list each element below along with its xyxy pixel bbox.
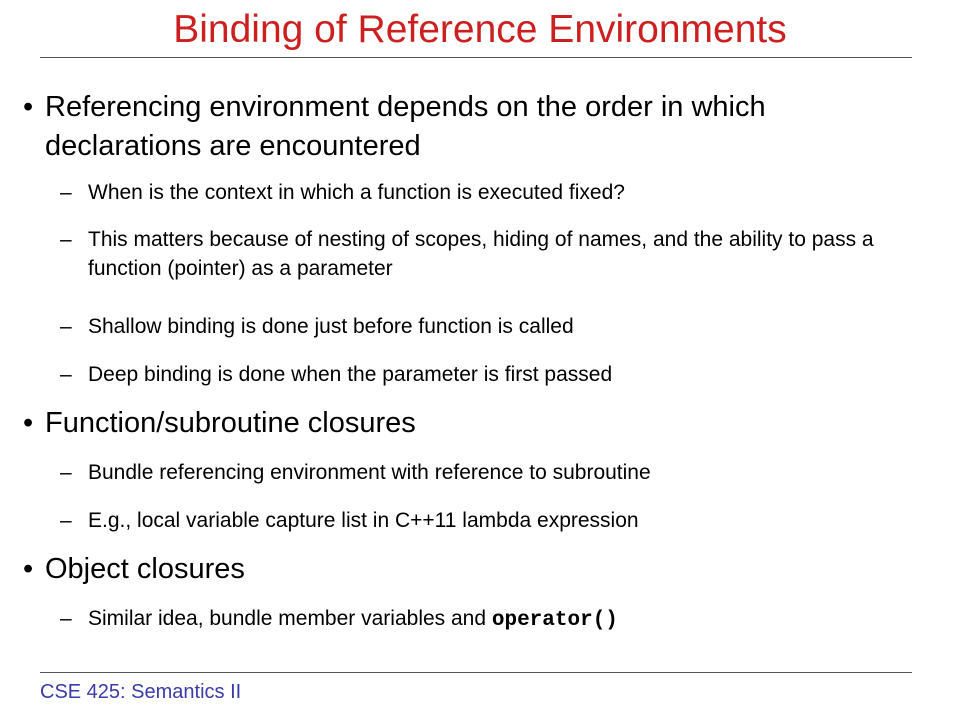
sub-item	[60, 604, 948, 635]
bullet-text: Object closures	[45, 553, 245, 585]
sub-item-text: E.g., local variable capture list in C++11 lambda expression	[88, 509, 639, 532]
bullet-mark: •	[23, 553, 34, 585]
dash-mark: –	[60, 363, 72, 386]
bullet-mark: •	[23, 91, 34, 123]
dash-mark: –	[60, 509, 72, 532]
bullet-item	[23, 88, 915, 166]
footer-course-label: CSE 425: Semantics II	[40, 681, 242, 703]
dash-mark: –	[60, 181, 72, 204]
bullet-text: Function/subroutine closures	[45, 407, 416, 439]
dash-mark: –	[60, 228, 72, 251]
sub-item-text: When is the context in which a function is executed fixed?	[88, 181, 625, 204]
dash-mark: –	[60, 315, 72, 338]
sub-item	[60, 360, 948, 389]
bullet-mark: •	[23, 407, 34, 439]
bullet-text: Referencing environment depends on the order in which declarations are encountered	[45, 91, 766, 162]
sub-item-text: Shallow binding is done just before function is called	[88, 315, 574, 338]
dash-mark: –	[60, 461, 72, 484]
sub-item	[60, 312, 948, 341]
sub-item-text: Similar idea, bundle member variables and	[88, 607, 492, 630]
sub-item-text: This matters because of nesting of scopes, hiding of names, and the ability to pass a function (pointer) as a parameter	[88, 228, 874, 280]
sub-item	[60, 225, 948, 283]
sub-item-text: Bundle referencing environment with reference to subroutine	[88, 461, 651, 484]
bullet-item	[23, 550, 915, 589]
footer-divider	[40, 672, 912, 673]
code-operator-call: operator()	[491, 609, 618, 632]
sub-item	[60, 506, 948, 535]
sub-item-text: Deep binding is done when the parameter is first passed	[88, 363, 613, 386]
dash-mark: –	[60, 607, 72, 630]
slide-title: Binding of Reference Environments	[173, 8, 787, 51]
bullet-item	[23, 404, 915, 443]
sub-item	[60, 178, 948, 207]
sub-item	[60, 458, 948, 487]
